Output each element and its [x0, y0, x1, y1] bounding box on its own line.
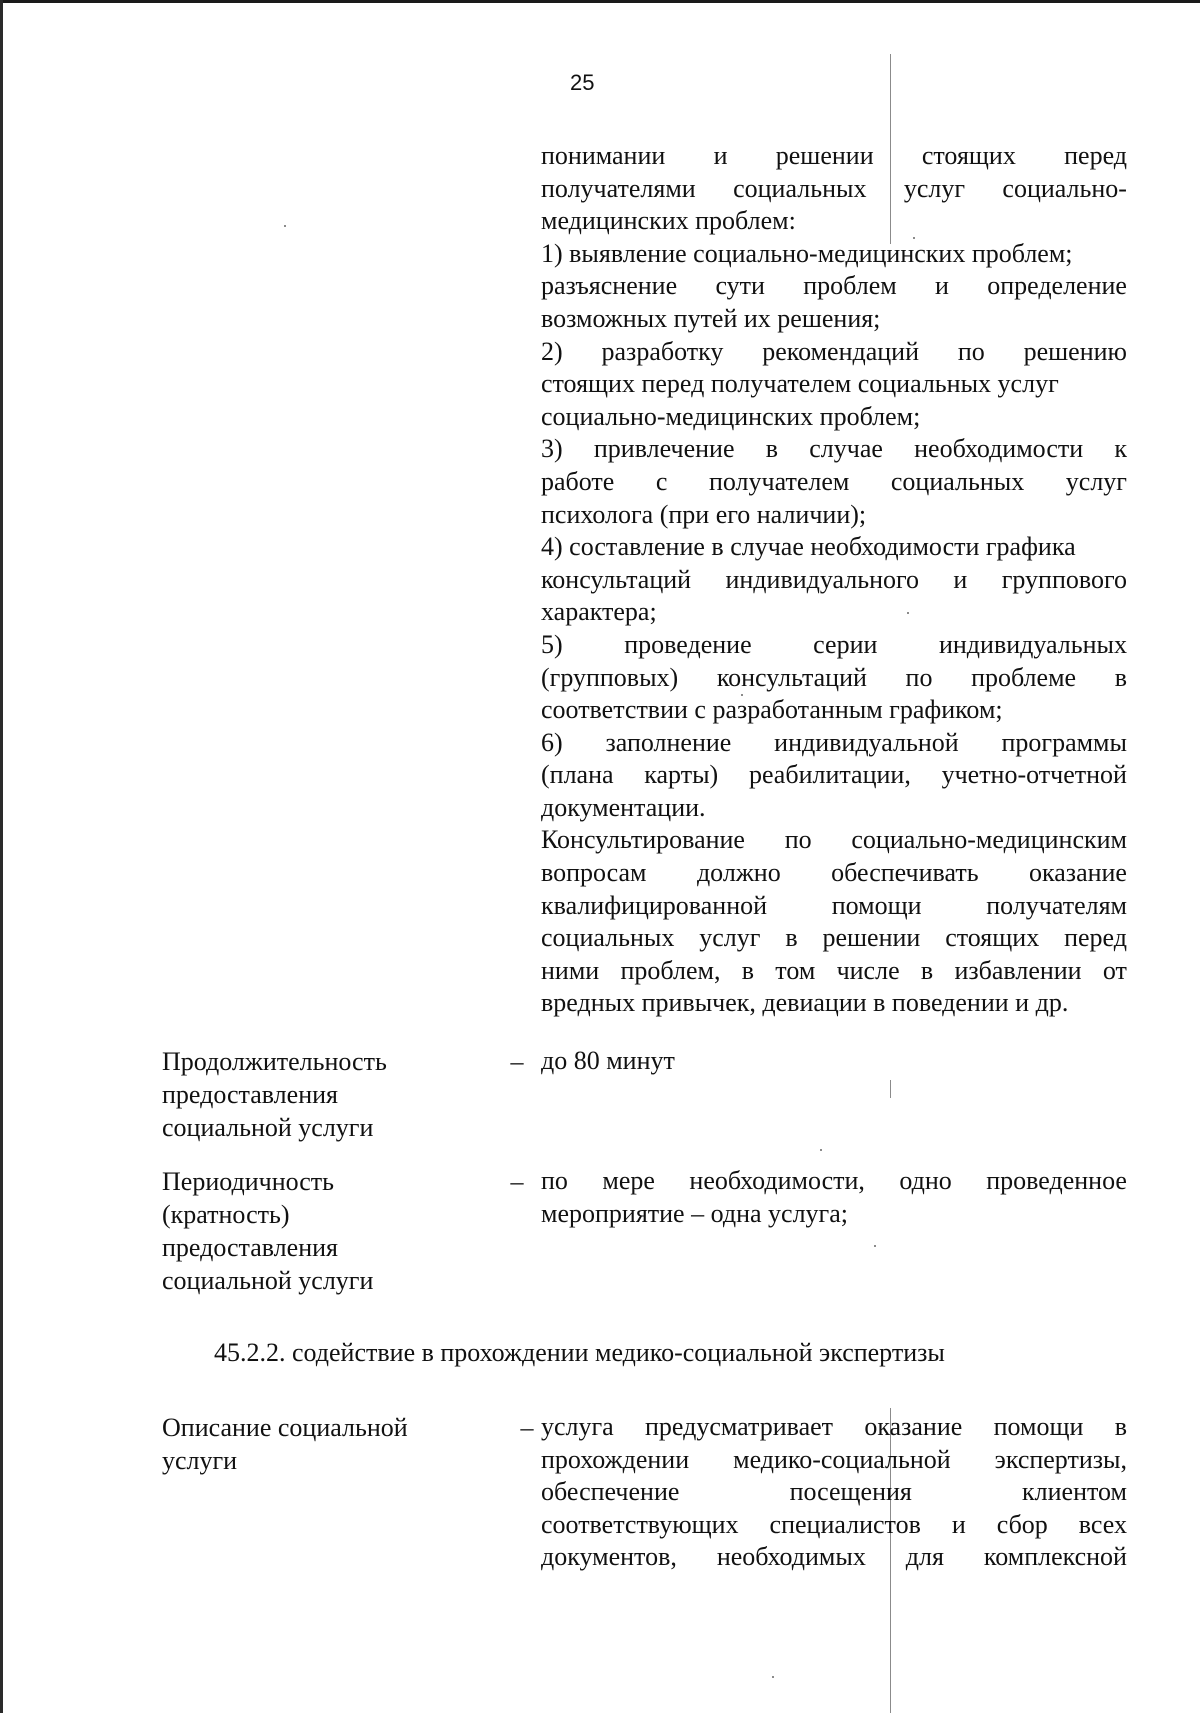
- text-word: стоящих перед получателем социальных услуг: [541, 369, 1059, 399]
- text-word: услуга: [541, 1412, 614, 1441]
- periodicity-label-line: Периодичность: [162, 1167, 335, 1196]
- scan-speck: [772, 1676, 774, 1678]
- text-word: 1) выявление социально-медицинских проблем;: [541, 238, 1073, 268]
- text-word: социальных: [733, 173, 867, 203]
- description-label-line: [162, 1411, 514, 1444]
- text-line: [541, 1411, 1127, 1444]
- text-word: соответствующих: [541, 1509, 739, 1539]
- text-word: программы: [1001, 727, 1127, 757]
- duration-value: до 80 минут: [541, 1046, 675, 1075]
- scan-top-edge: [0, 0, 1200, 3]
- duration-label-line: социальной услуги: [162, 1113, 374, 1142]
- duration-label-line: Продолжительность: [162, 1047, 387, 1076]
- text-word: решении: [775, 141, 874, 170]
- text-word: и: [953, 564, 968, 594]
- text-word: обеспечение: [541, 1477, 680, 1507]
- text-word: в: [920, 955, 934, 985]
- periodicity-value: [541, 1165, 1127, 1230]
- text-line: [541, 727, 1127, 760]
- text-word: перед: [1064, 141, 1127, 170]
- description-dash: –: [520, 1413, 534, 1442]
- text-word: прохождении: [541, 1444, 690, 1474]
- text-word: проведенное: [986, 1166, 1127, 1195]
- text-word: помощи: [993, 1412, 1084, 1441]
- text-word: 2): [541, 336, 563, 366]
- text-word: проведение: [624, 629, 752, 659]
- text-word: необходимости: [914, 434, 1084, 464]
- text-word: решению: [1023, 336, 1127, 366]
- text-line: [541, 1165, 1127, 1198]
- text-line: [541, 205, 1127, 238]
- service-description-continuation: [541, 140, 1127, 1020]
- text-word: медицинских проблем:: [541, 206, 796, 236]
- text-line: [541, 531, 1127, 564]
- text-line: [541, 564, 1127, 597]
- text-line: [541, 694, 1127, 727]
- text-line: [541, 270, 1127, 303]
- text-word: услуг: [1065, 466, 1127, 496]
- text-word: социальных: [890, 466, 1025, 496]
- duration-value-block: [541, 1045, 1127, 1078]
- text-word: в: [1114, 662, 1127, 692]
- text-word: от: [1102, 955, 1127, 985]
- text-line: [541, 1198, 1127, 1231]
- text-word: психолога (при его наличии);: [541, 499, 867, 529]
- text-word: понимании: [541, 141, 666, 170]
- text-line: [541, 824, 1127, 857]
- scan-left-edge: [0, 0, 3, 1713]
- text-word: случае: [809, 434, 883, 464]
- scan-speck: [874, 1245, 876, 1247]
- text-word: и: [934, 271, 949, 301]
- text-line: [541, 466, 1127, 499]
- text-line: [541, 596, 1127, 629]
- text-word: числе: [836, 955, 900, 985]
- text-word: в: [741, 955, 755, 985]
- text-word: по: [541, 1166, 568, 1195]
- periodicity-dash: –: [510, 1167, 524, 1196]
- text-line: [541, 1541, 1127, 1574]
- text-word: получателем: [708, 466, 850, 496]
- text-word: ними: [541, 955, 600, 985]
- text-word: том: [775, 955, 816, 985]
- text-word: получателями: [541, 173, 696, 203]
- text-word: карты): [644, 760, 719, 790]
- text-line: [541, 238, 1127, 271]
- text-word: соответствии с разработанным графиком;: [541, 695, 1003, 725]
- text-line: [541, 629, 1127, 662]
- text-word: одно: [899, 1166, 952, 1195]
- page-number: 25: [570, 70, 595, 95]
- text-word: 4) составление в случае необходимости графика: [541, 532, 1076, 562]
- description-label: [162, 1411, 514, 1477]
- text-line: [541, 1476, 1127, 1509]
- text-word: в: [1114, 1412, 1127, 1441]
- text-word: социально-: [1002, 173, 1127, 203]
- text-word: характера;: [541, 597, 657, 627]
- text-word: рекомендаций: [762, 336, 920, 366]
- text-word: в: [765, 434, 779, 464]
- text-line: [541, 140, 1127, 173]
- text-word: по: [957, 336, 985, 366]
- text-word: привлечение: [593, 434, 735, 464]
- text-word: документов,: [541, 1542, 677, 1572]
- section-heading: 45.2.2. содействие в прохождении медико-социальной экспертизы: [214, 1338, 945, 1367]
- text-word: 6): [541, 727, 563, 757]
- text-word: получателям: [986, 890, 1127, 920]
- text-word: проблем: [803, 271, 897, 301]
- text-word: индивидуальных: [938, 629, 1127, 659]
- text-line: [541, 759, 1127, 792]
- text-line: [541, 792, 1127, 825]
- text-word: обеспечивать: [831, 858, 979, 888]
- text-line: [541, 857, 1127, 890]
- text-word: экспертизы,: [994, 1444, 1127, 1474]
- text-word: услуг: [699, 923, 761, 953]
- text-word: необходимости,: [689, 1166, 865, 1195]
- text-line: [541, 173, 1127, 206]
- description-label-line: услуги: [162, 1446, 238, 1475]
- description-label-word: Описание: [162, 1413, 272, 1442]
- text-word: вредных привычек, девиации в поведении и др.: [541, 988, 1069, 1018]
- text-word: предусматривает: [645, 1412, 834, 1441]
- duration-label: [162, 1045, 482, 1144]
- text-word: (групповых): [541, 662, 679, 692]
- text-word: документации.: [541, 792, 706, 822]
- text-word: к: [1114, 434, 1127, 464]
- text-word: по: [784, 825, 812, 855]
- text-word: необходимых: [716, 1542, 866, 1572]
- text-word: мероприятие – одна услуга;: [541, 1198, 848, 1228]
- text-word: клиентом: [1022, 1477, 1127, 1507]
- text-word: вопросам: [541, 858, 647, 888]
- text-word: определение: [987, 271, 1127, 301]
- text-word: Консультирование: [541, 825, 745, 855]
- text-word: проблеме: [971, 662, 1077, 692]
- text-word: и: [713, 141, 728, 170]
- periodicity-label: [162, 1165, 482, 1297]
- text-word: стоящих: [945, 923, 1040, 953]
- text-word: реабилитации,: [748, 760, 911, 790]
- text-word: оказание: [864, 1412, 963, 1441]
- periodicity-label-line: предоставления: [162, 1233, 338, 1262]
- text-word: всех: [1078, 1509, 1127, 1539]
- text-word: комплексной: [983, 1542, 1127, 1572]
- text-line: [541, 922, 1127, 955]
- text-word: социально-медицинским: [851, 825, 1127, 855]
- scan-vertical-artifact-middle: [890, 1080, 891, 1098]
- text-word: посещения: [789, 1477, 912, 1507]
- text-word: (плана: [541, 760, 614, 790]
- text-line: [541, 336, 1127, 369]
- text-word: возможных путей их решения;: [541, 303, 881, 333]
- duration-label-line: предоставления: [162, 1080, 338, 1109]
- text-word: оказание: [1029, 858, 1127, 888]
- text-line: [541, 401, 1127, 434]
- text-word: социальных: [541, 923, 675, 953]
- periodicity-label-line: социальной услуги: [162, 1266, 374, 1295]
- description-value: [541, 1411, 1127, 1574]
- text-word: серии: [813, 629, 878, 659]
- scan-speck: [284, 225, 286, 227]
- text-word: квалифицированной: [541, 890, 768, 920]
- text-line: [541, 1509, 1127, 1542]
- text-word: сбор: [996, 1509, 1048, 1539]
- periodicity-label-line: (кратность): [162, 1200, 290, 1229]
- text-word: учетно-отчетной: [941, 760, 1127, 790]
- text-word: помощи: [831, 890, 922, 920]
- text-word: должно: [696, 858, 781, 888]
- text-line: [541, 499, 1127, 532]
- text-line: [541, 303, 1127, 336]
- text-word: консультаций: [541, 564, 692, 594]
- text-line: [541, 1444, 1127, 1477]
- text-word: медико-социальной: [733, 1444, 951, 1474]
- scan-speck: [820, 1149, 822, 1151]
- text-line: [541, 890, 1127, 923]
- text-word: услуг: [903, 173, 966, 203]
- text-word: стоящих: [921, 141, 1016, 170]
- text-line: [541, 368, 1127, 401]
- text-word: индивидуального: [725, 564, 920, 594]
- text-word: перед: [1064, 923, 1127, 953]
- text-line: [541, 955, 1127, 988]
- text-word: в: [785, 923, 798, 953]
- text-word: работе: [541, 466, 615, 496]
- text-word: консультаций: [716, 662, 867, 692]
- text-line: [541, 987, 1127, 1020]
- text-word: индивидуальной: [774, 727, 959, 757]
- text-word: разработку: [601, 336, 724, 366]
- text-line: [541, 433, 1127, 466]
- text-word: проблем,: [620, 955, 721, 985]
- text-word: для: [905, 1542, 944, 1572]
- text-word: 5): [541, 629, 563, 659]
- text-word: избавлении: [954, 955, 1082, 985]
- duration-dash: –: [510, 1047, 524, 1076]
- text-word: с: [655, 466, 668, 496]
- text-word: группового: [1001, 564, 1127, 594]
- text-word: разъяснение: [541, 271, 678, 301]
- text-word: 3): [541, 434, 563, 464]
- text-word: специалистов: [769, 1509, 921, 1539]
- text-word: заполнение: [605, 727, 732, 757]
- text-word: мере: [602, 1166, 655, 1195]
- description-label-word: социальной: [277, 1413, 408, 1442]
- text-word: социально-медицинских проблем;: [541, 401, 921, 431]
- text-word: по: [905, 662, 933, 692]
- text-word: и: [951, 1509, 966, 1539]
- text-word: сути: [715, 271, 765, 301]
- text-line: [541, 662, 1127, 695]
- text-word: решении: [822, 923, 921, 953]
